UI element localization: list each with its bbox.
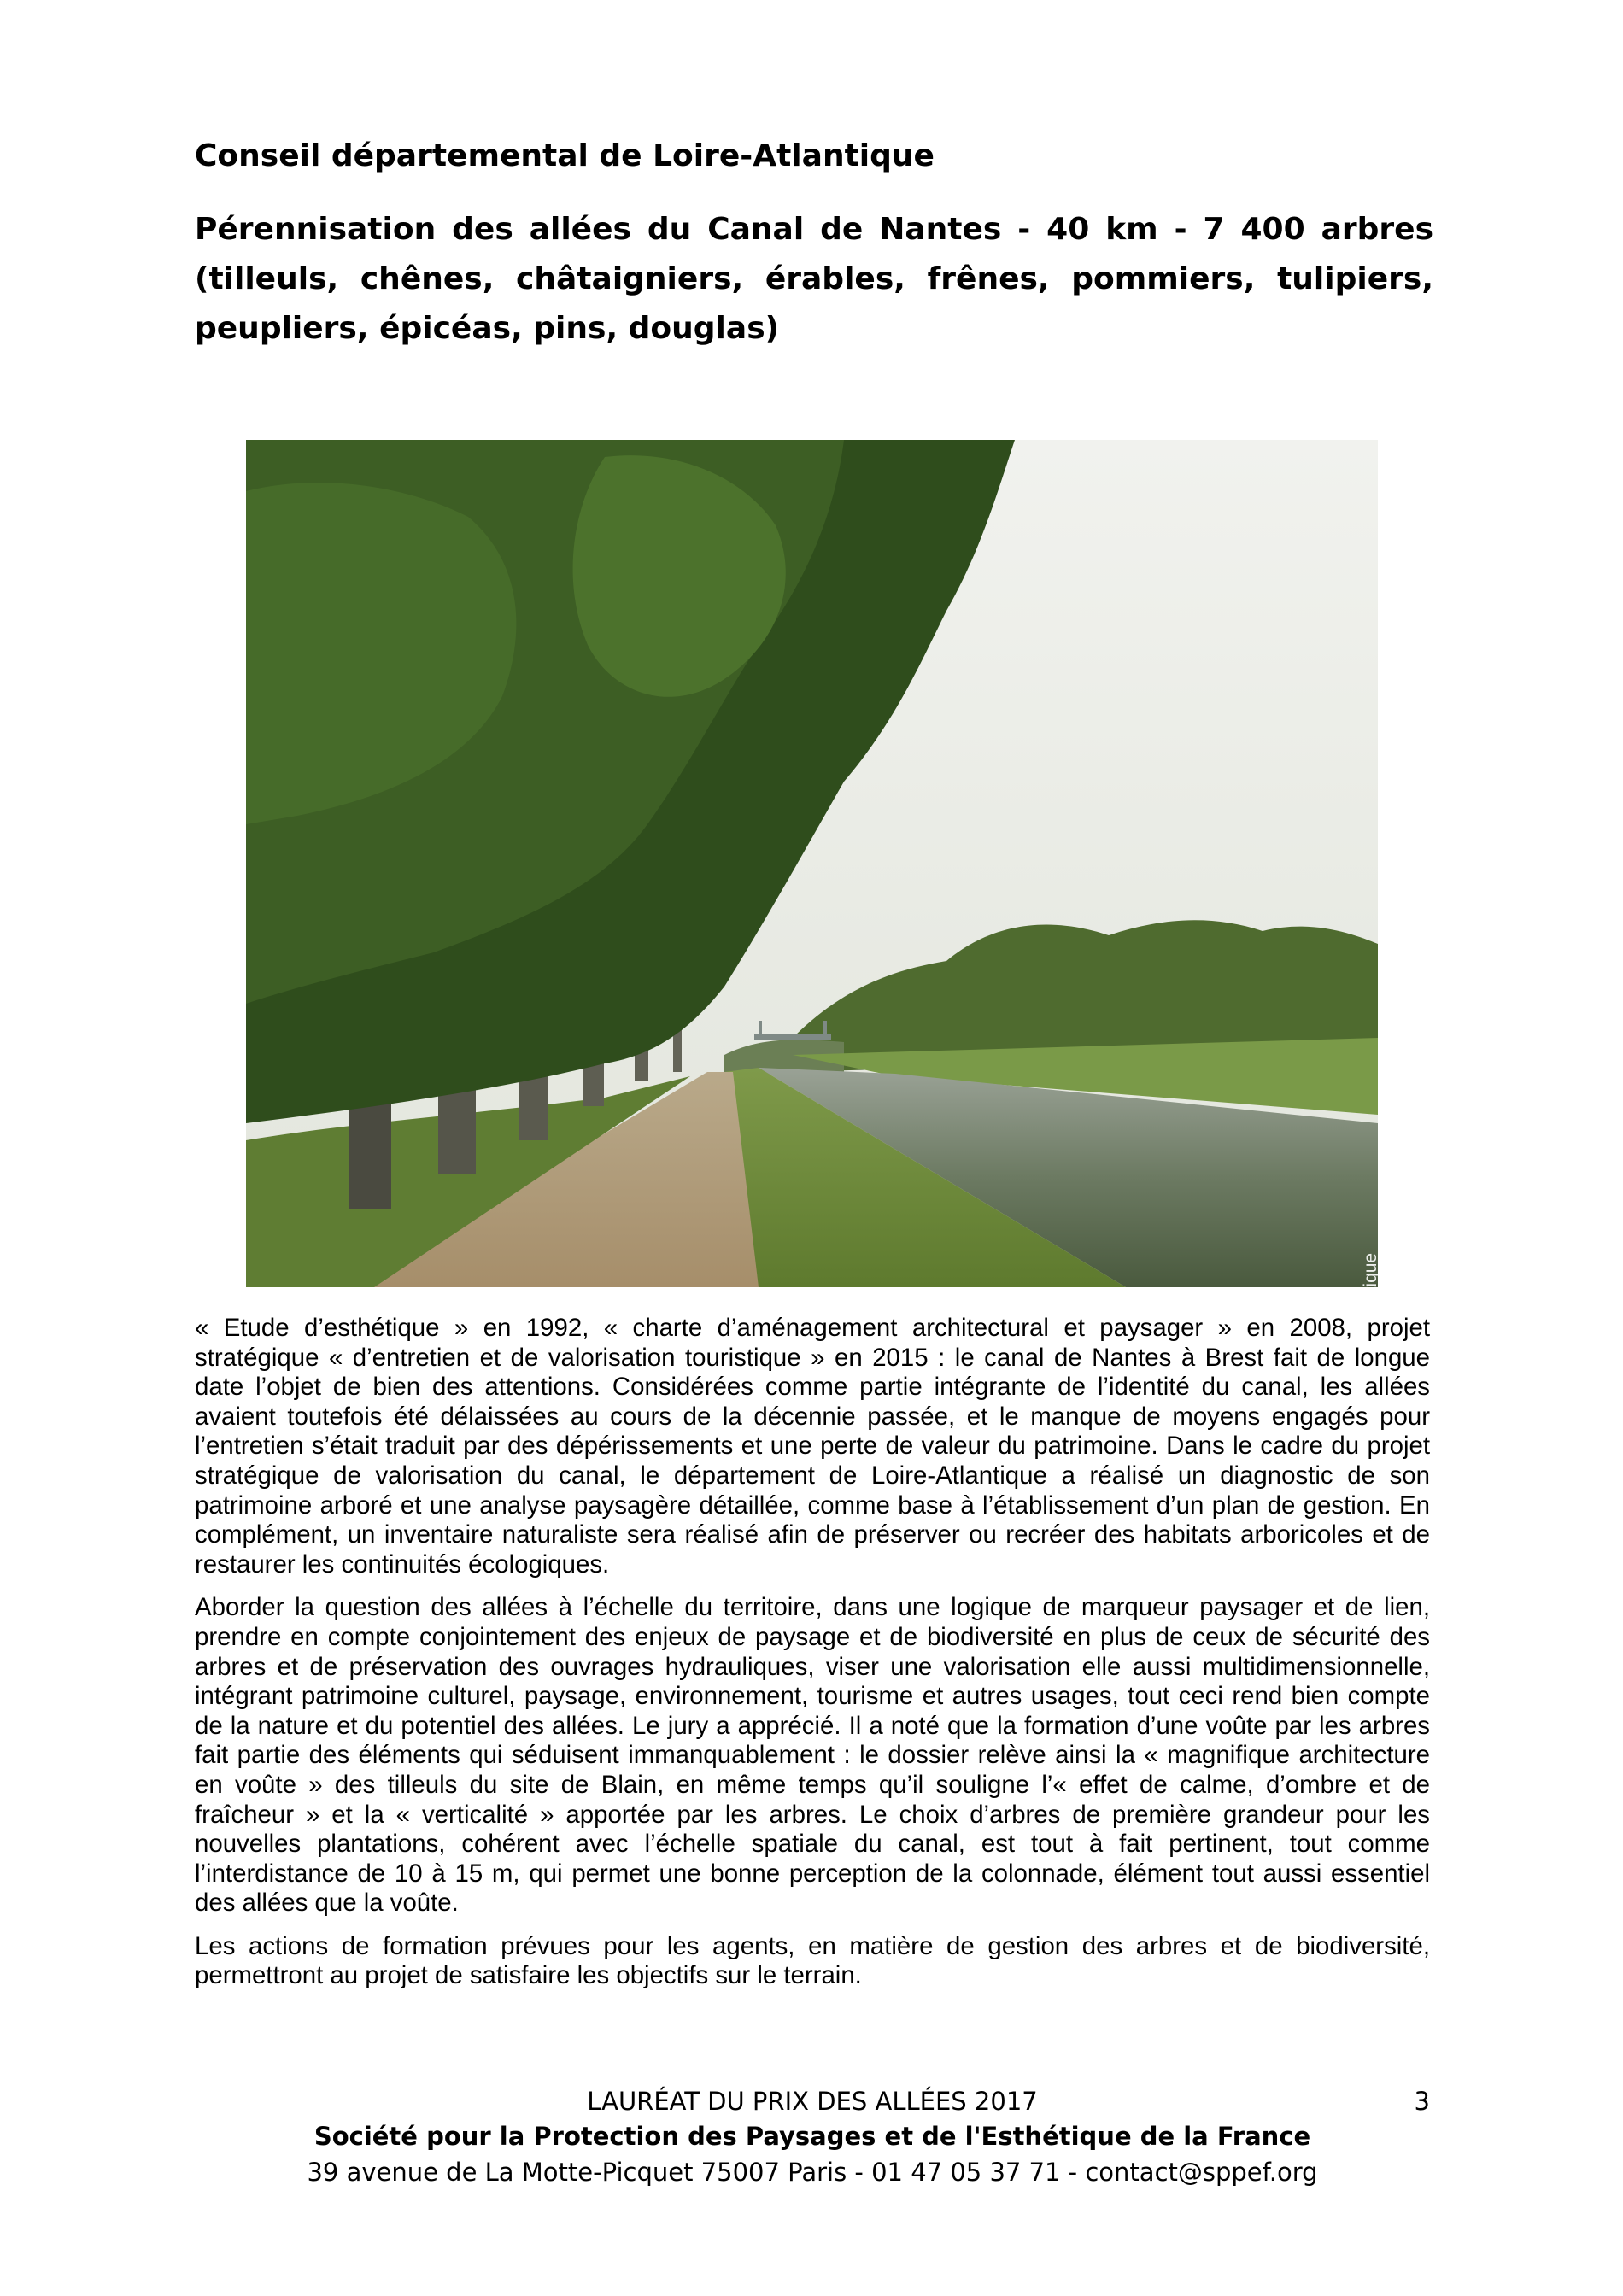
body-text [195, 1314, 1430, 2005]
page-footer [195, 2084, 1430, 2190]
organization-title: Conseil départemental de Loire-Atlantique [195, 138, 935, 173]
paragraph-2: Aborder la question des allées à l’échelle du territoire, dans une logique de marqueur paysager et de lien, prendre en compte conjointement des enjeux de paysage et de biodiversité en plus de ceux de sécurité des arbres et de préservation des ouvrages hydrauliques, viser une valorisation elle aussi multidimensionnelle, intégrant patrimoine culturel, paysage, environnement, tourisme et autres usages, tout ceci rend bien compte de la nature et du potentiel des allées. Le jury a apprécié. Il a noté que la formation d’une voûte par les arbres fait partie des éléments qui séduisent immanquablement : le dossier relève ainsi la « magnifique architecture en voûte » des tilleuls du site de Blain, en même temps qu’il souligne l’« effet de calme, d’ombre et de fraîcheur » et la « verticalité » apportée par les arbres. Le choix d’arbres de première grandeur pour les nouvelles plantations, cohérent avec l’échelle spatiale du canal, est tout à fait pertinent, tout comme l’interdistance de 10 à 15 m, qui permet une bonne perception de la colonnade, élément tout aussi essentiel des allées que la voûte. [195, 1593, 1430, 1918]
project-title: Pérennisation des allées du Canal de Nantes - 40 km - 7 400 arbres (tilleuls, chênes, châtaigniers, érables, frênes, pommiers, tulipiers, peupliers, épicéas, pins, douglas) [195, 212, 1433, 346]
footer-contact: 39 avenue de La Motte-Picquet 75007 Paris - 01 47 05 37 71 - contact@sppef.org [307, 2158, 1318, 2187]
footer-prize: LAURÉAT DU PRIX DES ALLÉES 2017 [587, 2087, 1038, 2116]
paragraph-3: Les actions de formation prévues pour les agents, en matière de gestion des arbres et de biodiversité, permettront au projet de satisfaire les objectifs sur le terrain. [195, 1931, 1430, 1990]
paragraph-1: « Etude d’esthétique » en 1992, « charte d’aménagement architectural et paysager » en 2008, projet stratégique « d’entretien et de valorisation touristique » en 2015 : le canal de Nantes à Brest fait de longue date l’objet de bien des attentions. Considérées comme partie intégrante de l’identité du canal, les allées avaient toutefois été délaissées au cours de la décennie passée, et le manque de moyens engagés pour l’entretien s’était traduit par des dépérissements et une perte de valeur du patrimoine. Dans le cadre du projet stratégique de valorisation du canal, le département de Loire-Atlantique a réalisé un diagnostic de son patrimoine arboré et une analyse paysagère détaillée, comme base à l’établissement d’un plan de gestion. En complément, un inventaire naturaliste sera réalisé afin de préserver ou recréer des habitats arboricoles et de restaurer les continuités écologiques. [195, 1314, 1430, 1578]
photo-credit: © Conseil départemental Loire-Atlantique [1361, 1253, 1380, 1588]
page-number: 3 [1414, 2087, 1430, 2116]
photo-illustration [246, 440, 1378, 1287]
footer-society: Société pour la Protection des Paysages et de l'Esthétique de la France [313, 2122, 1311, 2151]
